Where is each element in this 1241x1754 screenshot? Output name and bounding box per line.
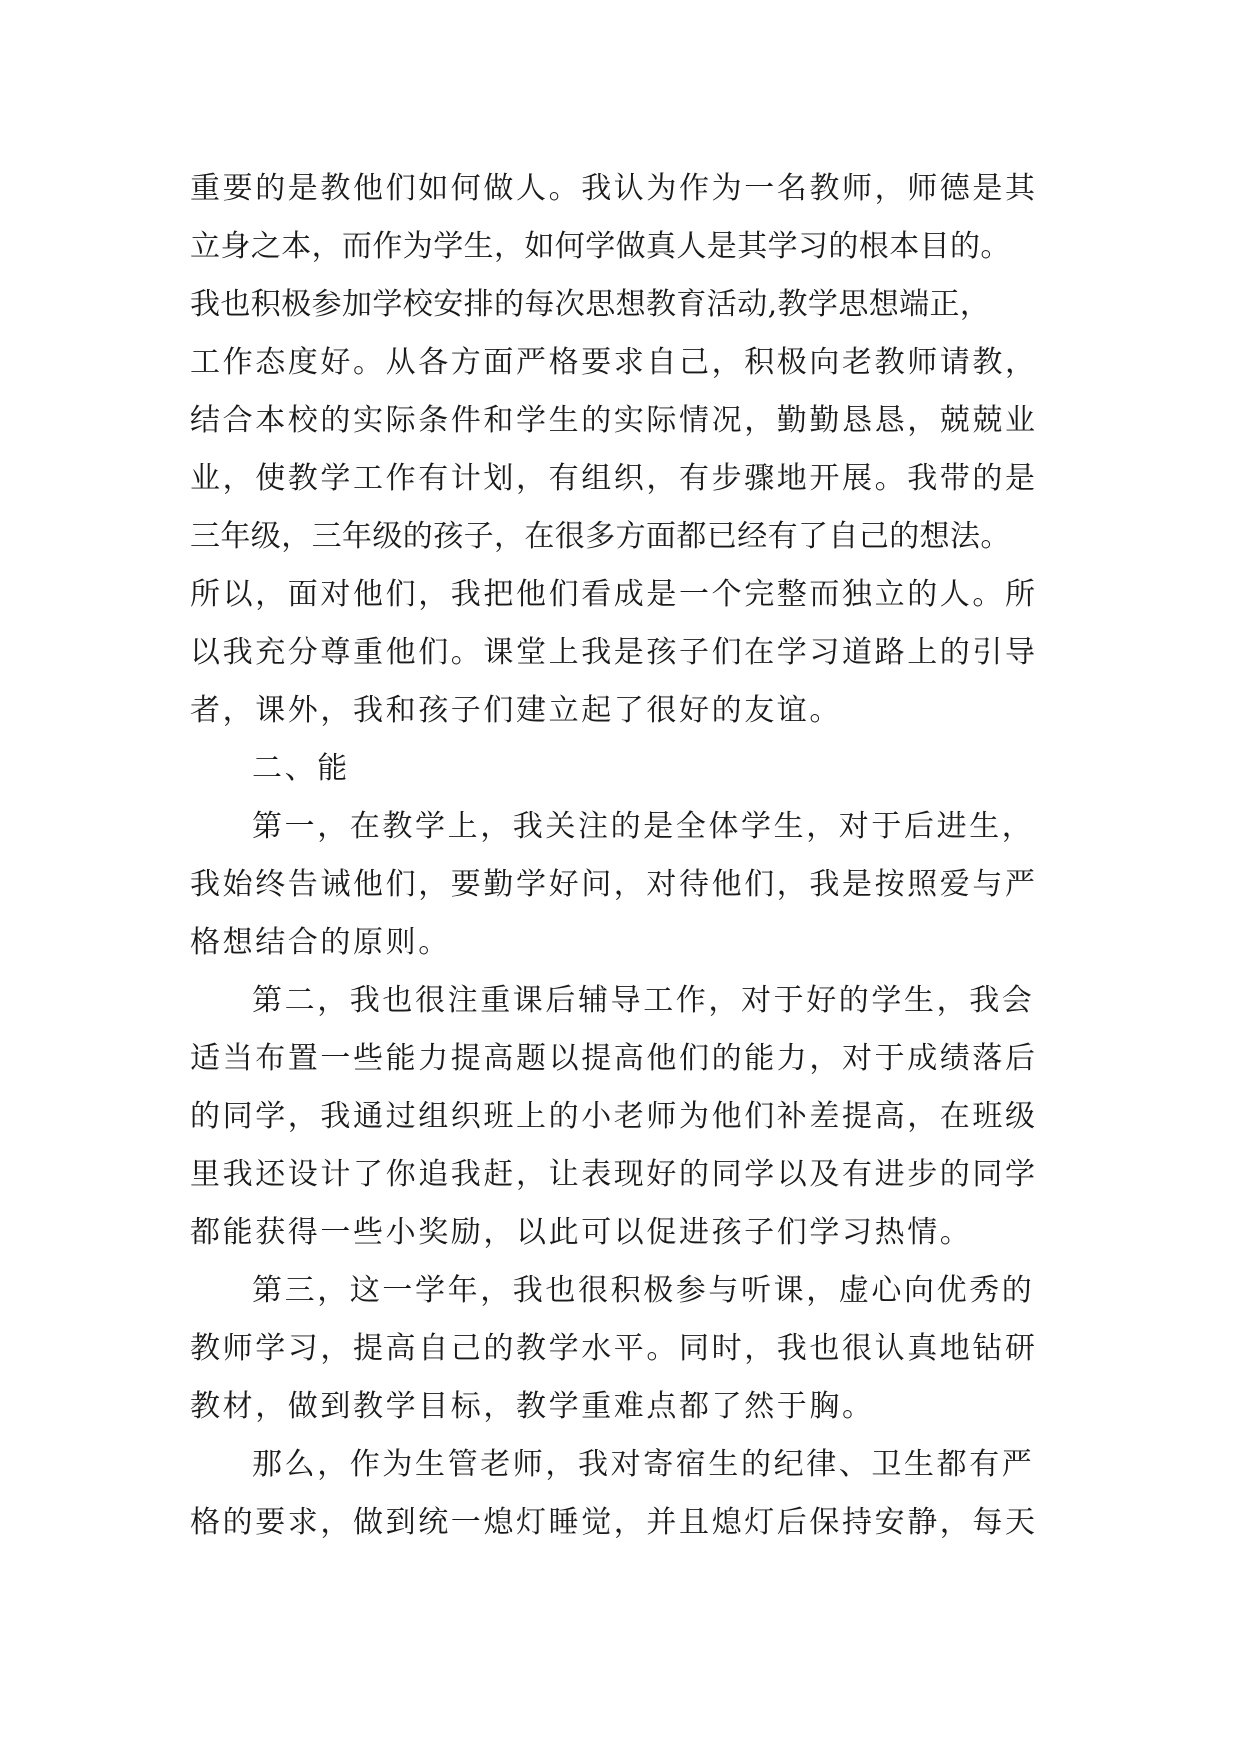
text-line: 里我还设计了你追我赶，让表现好的同学以及有进步的同学: [190, 1157, 1038, 1192]
text-line: 教师学习，提高自己的教学水平。同时，我也很认真地钻研: [190, 1331, 1038, 1366]
text-line: 以我充分尊重他们。课堂上我是孩子们在学习道路上的引导: [190, 635, 1038, 670]
body-text: [190, 160, 1090, 1552]
text-line: 教材，做到教学目标，教学重难点都了然于胸。: [190, 1389, 875, 1424]
text-line: 都能获得一些小奖励，以此可以促进孩子们学习热情。: [190, 1215, 973, 1250]
text-line: 立身之本，而作为学生，如何学做真人是其学习的根本目的。: [190, 229, 1011, 264]
text-line: 结合本校的实际条件和学生的实际情况，勤勤恳恳，兢兢业: [190, 403, 1038, 438]
text-line: 者，课外，我和孩子们建立起了很好的友谊。: [190, 693, 842, 728]
text-line: 第二，我也很注重课后辅导工作，对于好的学生，我会: [252, 983, 1035, 1018]
text-line: 所以，面对他们，我把他们看成是一个完整而独立的人。所: [190, 577, 1038, 612]
text-line: 业，使教学工作有计划，有组织，有步骤地开展。我带的是: [190, 461, 1038, 496]
text-line: 的同学，我通过组织班上的小老师为他们补差提高，在班级: [190, 1099, 1038, 1134]
text-line: 我始终告诫他们，要勤学好问，对待他们，我是按照爱与严: [190, 867, 1038, 902]
text-line: 适当布置一些能力提高题以提高他们的能力，对于成绩落后: [190, 1041, 1038, 1076]
text-line: 第三，这一学年，我也很积极参与听课，虚心向优秀的: [252, 1273, 1035, 1308]
text-line: 格想结合的原则。: [190, 925, 451, 960]
text-line: 格的要求，做到统一熄灯睡觉，并且熄灯后保持安静，每天: [190, 1505, 1038, 1540]
text-line: 第一，在教学上，我关注的是全体学生，对于后进生，: [252, 809, 1035, 844]
section-heading: 二、能: [252, 751, 350, 786]
text-line: 那么，作为生管老师，我对寄宿生的纪律、卫生都有严: [252, 1447, 1035, 1482]
text-line: 三年级，三年级的孩子，在很多方面都已经有了自己的想法。: [190, 519, 1011, 554]
text-line: 重要的是教他们如何做人。我认为作为一名教师，师德是其: [190, 171, 1038, 206]
text-line: 我也积极参加学校安排的每次思想教育活动,教学思想端正，: [190, 287, 991, 322]
text-line: 工作态度好。从各方面严格要求自己，积极向老教师请教，: [190, 345, 1038, 380]
